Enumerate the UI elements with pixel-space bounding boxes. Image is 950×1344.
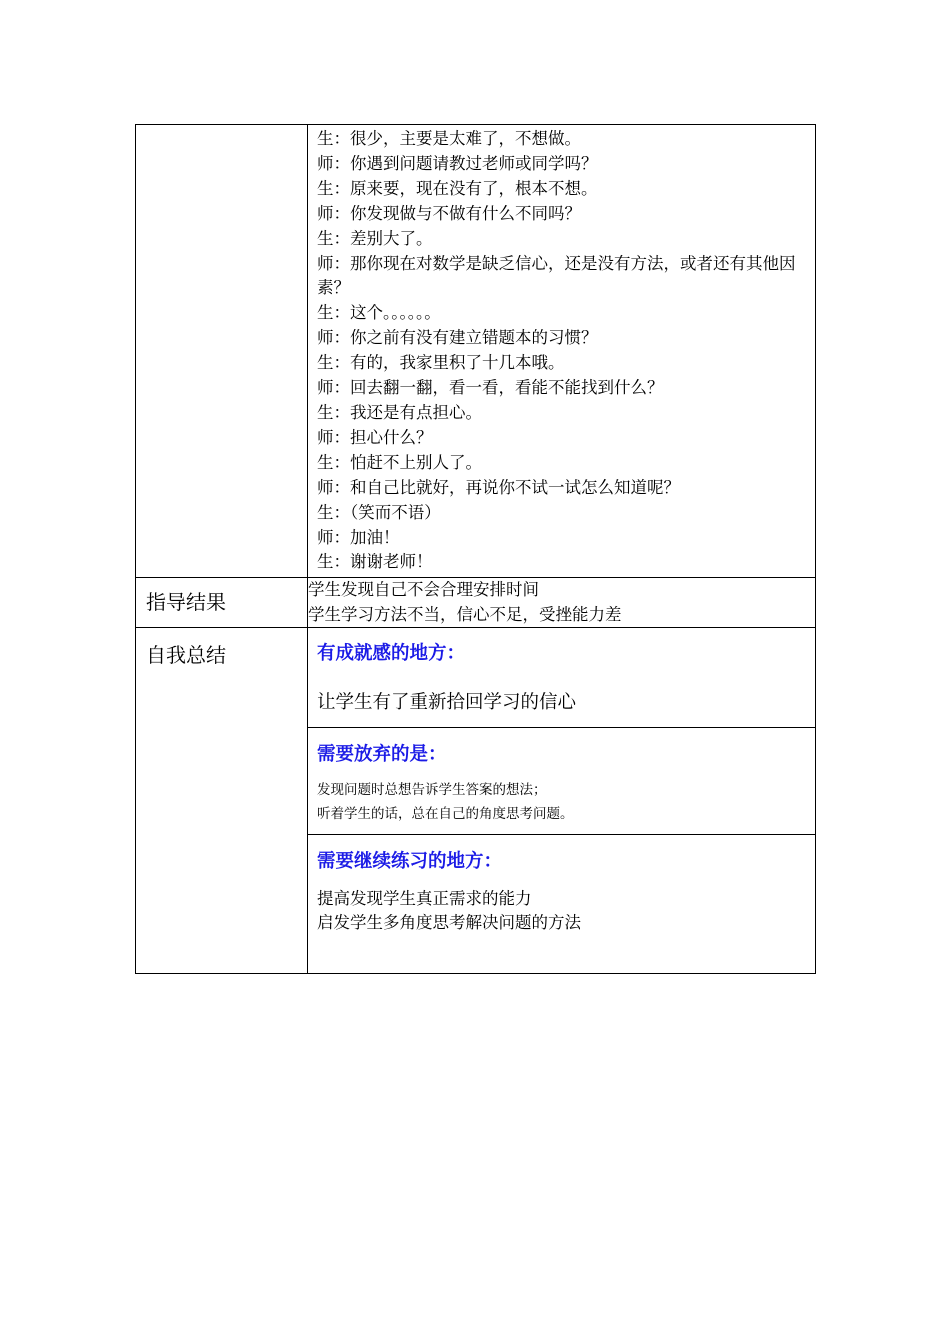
dialogue-line: 师：你发现做与不做有什么不同吗？ (317, 203, 581, 223)
dialogue-line: 师：和自己比就好，再说你不试一试怎么知道呢？ (317, 477, 680, 497)
dialogue-line: 师：加油！ (317, 527, 400, 547)
dialogue-line: 师：那你现在对数学是缺乏信心，还是没有方法，或者还有其他因素？ (317, 253, 796, 298)
self-summary-sections (308, 628, 815, 973)
dialogue-line: 生：很少，主要是太难了，不想做。 (317, 129, 581, 148)
self-summary-label-cell (136, 628, 308, 974)
achievement-section (308, 628, 815, 727)
self-summary-row (136, 628, 816, 974)
guidance-result-label: 指导结果 (146, 590, 226, 615)
guidance-result-label-cell (136, 578, 308, 628)
achievement-line: 让学生有了重新拾回学习的信心 (317, 692, 577, 714)
self-summary-label: 自我总结 (146, 643, 226, 668)
dialogue-line: 生：有的，我家里积了十几本哦。 (317, 353, 565, 373)
self-summary-cell (308, 628, 816, 974)
guidance-result-cell (308, 578, 816, 628)
dialogue-line: 师：回去翻一翻，看一看，看能不能找到什么？ (317, 378, 664, 398)
guidance-result-line: 学生发现自己不会合理安排时间 (308, 580, 539, 600)
dialogue-cell (308, 125, 816, 578)
dialogue-line: 生：差别大了。 (317, 228, 433, 248)
record-table (135, 124, 816, 974)
dialogue-line: 生：我还是有点担心。 (317, 402, 482, 422)
abandon-section (308, 727, 815, 834)
practice-line: 启发学生多角度思考解决问题的方法 (317, 913, 581, 933)
dialogue-line: 生：原来要，现在没有了，根本不想。 (317, 178, 598, 198)
dialogue-line: 师：你之前有没有建立错题本的习惯？ (317, 328, 598, 348)
guidance-result-row (136, 578, 816, 628)
dialogue-line: 生：怕赶不上别人了。 (317, 452, 482, 472)
guidance-result-line: 学生学习方法不当，信心不足，受挫能力差 (308, 604, 622, 624)
practice-line: 提高发现学生真正需求的能力 (317, 888, 532, 908)
dialogue-label-cell (136, 125, 308, 578)
abandon-line: 发现问题时总想告诉学生答案的想法； (317, 781, 547, 798)
dialogue-line: 生：谢谢老师！ (317, 552, 433, 572)
abandon-heading: 需要放弃的是： (317, 743, 447, 765)
dialogue-list (308, 125, 815, 577)
practice-heading: 需要继续练习的地方： (317, 850, 503, 872)
dialogue-line: 师：你遇到问题请教过老师或同学吗？ (317, 153, 598, 173)
dialogue-row (136, 125, 816, 578)
practice-section (308, 834, 815, 973)
dialogue-line: 师：担心什么？ (317, 427, 433, 447)
dialogue-line: 生：这个。。。。。。 (317, 303, 441, 323)
dialogue-line: 生：（笑而不语） (317, 502, 441, 522)
achievement-heading: 有成就感的地方： (317, 643, 466, 665)
abandon-line: 听着学生的话，总在自己的角度思考问题。 (317, 805, 574, 822)
